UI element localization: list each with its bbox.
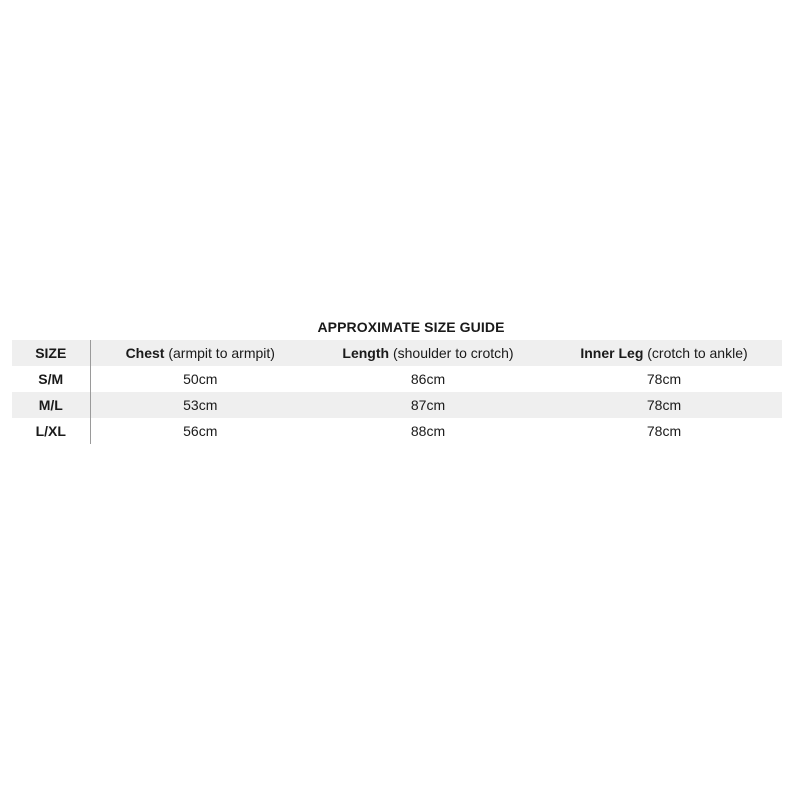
size-guide-title: APPROXIMATE SIZE GUIDE	[317, 319, 505, 335]
column-header-note: (crotch to ankle)	[643, 345, 748, 361]
length-value: 87cm	[410, 397, 446, 413]
table-row	[12, 418, 782, 444]
chest-value: 53cm	[183, 397, 218, 413]
column-header-label: Chest	[125, 345, 165, 361]
size-label: S/M	[12, 366, 90, 392]
table-header-row	[12, 340, 782, 366]
size-table	[12, 340, 782, 444]
length-value: 86cm	[410, 371, 446, 387]
table-row	[12, 366, 782, 392]
inner-leg-value: 78cm	[646, 423, 682, 439]
size-guide	[12, 316, 782, 444]
column-header-label: Inner Leg	[580, 345, 644, 361]
column-header-note: (armpit to armpit)	[164, 345, 275, 361]
column-header-note: (shoulder to crotch)	[389, 345, 514, 361]
column-header-inner-leg	[546, 340, 782, 366]
size-label: M/L	[12, 392, 90, 418]
column-header-size	[12, 340, 90, 366]
column-header-label: Length	[342, 345, 390, 361]
inner-leg-value: 78cm	[646, 371, 682, 387]
table-row	[12, 392, 782, 418]
size-label: L/XL	[12, 418, 90, 444]
inner-leg-value: 78cm	[646, 397, 682, 413]
length-value: 88cm	[410, 423, 446, 439]
column-header-length	[310, 340, 546, 366]
chest-value: 56cm	[183, 423, 218, 439]
column-header-label: SIZE	[35, 345, 67, 361]
chest-value: 50cm	[183, 371, 218, 387]
column-header-chest	[90, 340, 310, 366]
